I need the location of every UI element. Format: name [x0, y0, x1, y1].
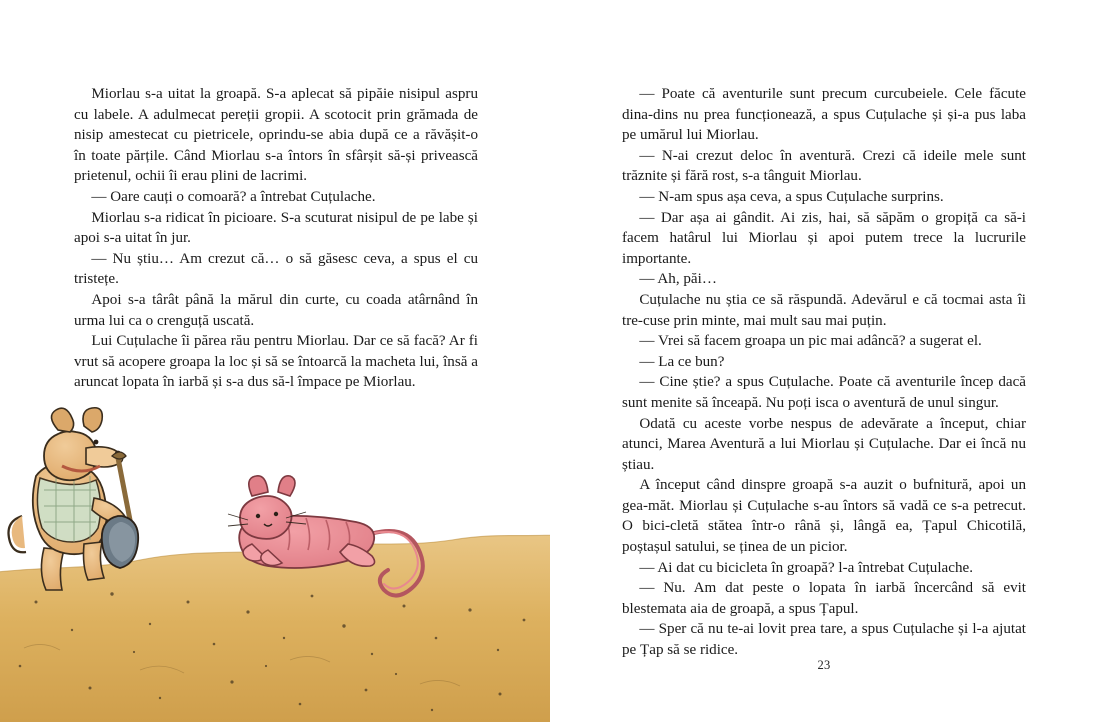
paragraph: Miorlau s-a ridicat în picioare. S-a scuturat nisipul de pe labe și apoi s-a uitat în jur.	[74, 209, 478, 247]
illustration-artwork	[0, 408, 550, 722]
paragraph: — Poate că aventurile sunt precum curcubeiele. Cele făcute dina-dins nu prea funcționează, a spus Cuțulache și și-a pus laba pe umărul lui Miorlau.	[622, 86, 1026, 144]
illustration-dog-and-cat-on-sand-mound	[0, 398, 550, 722]
paragraph: — Ai dat cu bicicleta în groapă? l-a întrebat Cuțulache.	[639, 559, 973, 576]
paragraph: — La ce bun?	[639, 353, 725, 370]
paragraph: A început când dinspre groapă s-a auzit o bufnitură, apoi un gea-măt. Miorlau și Cuțulache s-au întors să vadă ce s-a petrecut. O bici-cletă stătea într-o rână și, lângă ea, Țapul Chicotilă, poștașul satului, se ținea de un picior.	[622, 477, 1026, 556]
paragraph: — N-ai crezut deloc în aventură. Crezi că ideile mele sunt trăznite și fără rost, s-a tânguit Miorlau.	[622, 147, 1026, 185]
paragraph: — Nu știu… Am crezut că… o să găsesc ceva, a spus el cu tristețe.	[74, 250, 478, 288]
left-text-column	[74, 84, 478, 393]
paragraph: Lui Cuțulache îi părea rău pentru Miorlau. Dar ce să facă? Ar fi vrut să acopere groapa la loc și să se întoarcă la macheta lui, însă a aruncat lopata în iarbă și s-a dus să-l împace pe Miorlau.	[74, 333, 478, 391]
page-number: 23	[817, 658, 831, 672]
paragraph: Odată cu aceste vorbe nespus de adevărate a început, chiar atunci, Marea Aventură a lui Miorlau și Cuțulache. Dar ei încă nu știau.	[622, 415, 1026, 473]
right-text-column	[622, 84, 1026, 661]
paragraph: Apoi s-a târât până la mărul din curte, cu coada atârnând în urma lui ca o crenguță uscată.	[74, 291, 478, 329]
paragraph: — Ah, păi…	[639, 271, 717, 288]
paragraph: — Oare cauți o comoară? a întrebat Cuțulache.	[91, 188, 376, 205]
paragraph: — Sper că nu te-ai lovit prea tare, a spus Cuțulache și l-a ajutat pe Țap să se ridice.	[622, 621, 1026, 659]
paragraph: — Dar așa ai gândit. Ai zis, hai, să săpăm o gropiță ca să-i facem hatârul lui Miorlau și apoi putem trece la lucrurile importante.	[622, 209, 1026, 267]
paragraph: — Cine știe? a spus Cuțulache. Poate că aventurile încep dacă sunt menite să înceapă. Nu poți isca o aventură de unul singur.	[622, 374, 1026, 411]
paragraph: — Nu. Am dat peste o lopata în iarbă încercând să evit blestemata aia de groapă, a spus Țapul.	[622, 580, 1026, 617]
paragraph: Cuțulache nu știa ce să răspundă. Adevărul e că tocmai asta îi tre-cuse prin minte, mai mult sau mai puțin.	[622, 291, 1026, 329]
paragraph: — N-am spus așa ceva, a spus Cuțulache surprins.	[639, 188, 944, 205]
dog-character	[9, 408, 127, 590]
paragraph: — Vrei să facem groapa un pic mai adâncă? a sugerat el.	[639, 333, 982, 350]
paragraph: Miorlau s-a uitat la groapă. S-a aplecat să pipăie nisipul aspru cu labele. A adulmecat pereții gropii. A scotocit prin grămada de nisip amestecat cu pietricele, oprindu-se abia după ce a răvășit-o în toate părțile. Când Miorlau s-a întors în sfârșit să-și privească prietenul, ochii îi erau plini de lacrimi.	[74, 86, 478, 185]
